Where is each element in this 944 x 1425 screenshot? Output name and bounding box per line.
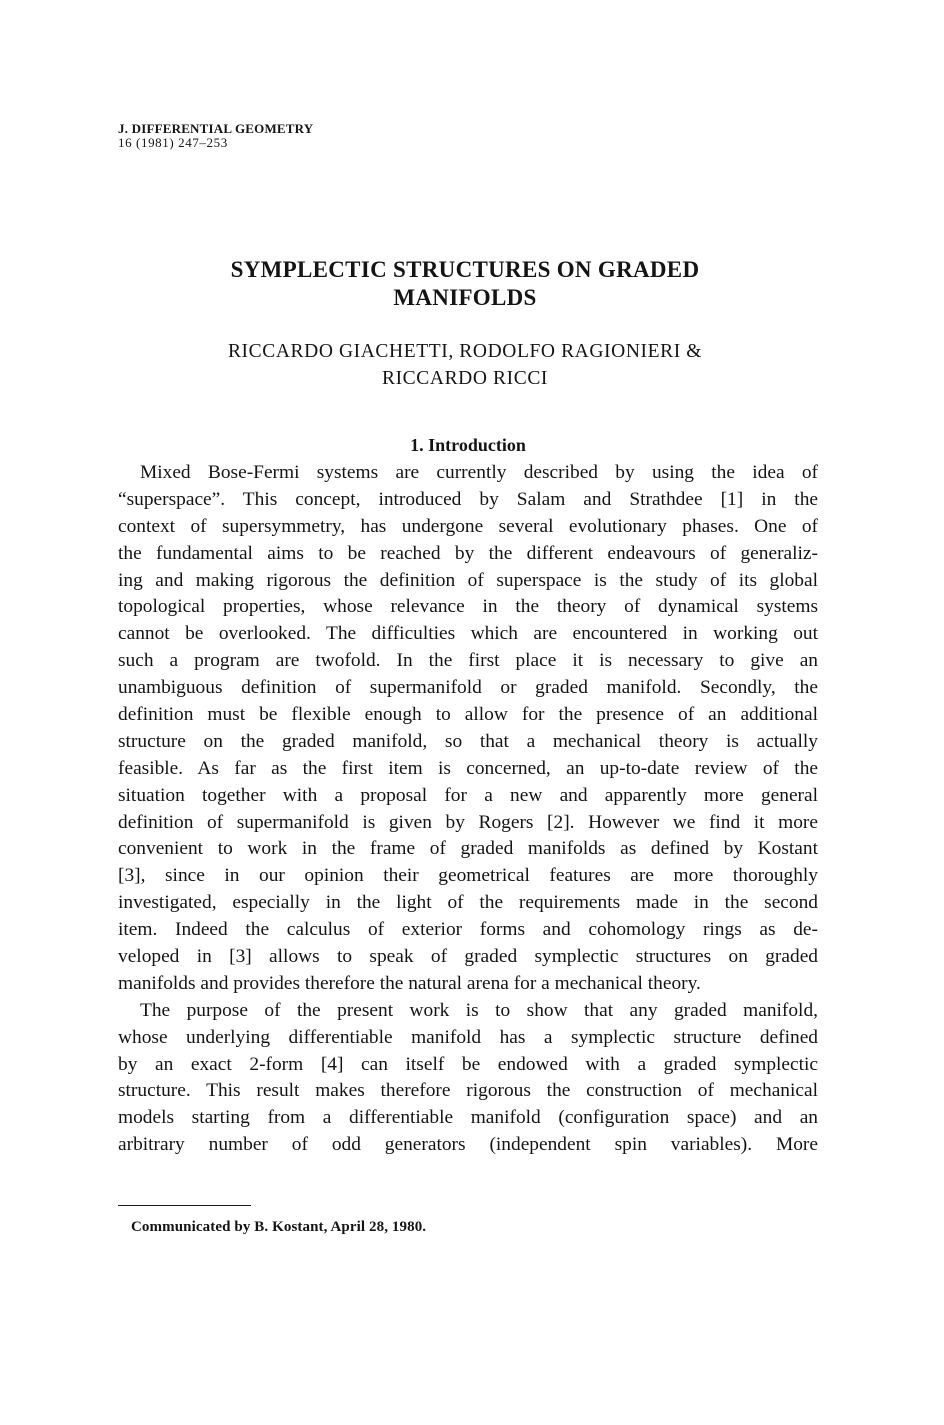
body-line: definition must be flexible enough to allow for the presence of an additional	[118, 704, 818, 726]
body-line: whose underlying differentiable manifold has a symplectic structure defined	[118, 1026, 818, 1048]
author-line-1: RICCARDO GIACHETTI, RODOLFO RAGIONIERI &	[227, 341, 703, 362]
body-line: definition of supermanifold is given by Rogers [2]. However we find it more	[118, 811, 818, 833]
paper-title-line-2: MANIFOLDS	[393, 285, 537, 310]
body-line: context of supersymmetry, has undergone several evolutionary phases. One of	[118, 515, 818, 537]
paper-title-line-1: SYMPLECTIC STRUCTURES ON GRADED	[230, 257, 700, 282]
body-line: the fundamental aims to be reached by the different endeavours of generaliz-	[118, 542, 818, 564]
body-line: topological properties, whose relevance in the theory of dynamical systems	[118, 596, 818, 618]
body-line: [3], since in our opinion their geometrical features are more thoroughly	[118, 865, 818, 887]
body-line: structure on the graded manifold, so that a mechanical theory is actually	[118, 730, 818, 752]
body-line: “superspace”. This concept, introduced by Salam and Strathdee [1] in the	[118, 488, 818, 510]
journal-header	[118, 122, 313, 150]
body-line: feasible. As far as the first item is concerned, an up-to-date review of the	[118, 757, 818, 779]
body-line: Mixed Bose-Fermi systems are currently described by using the idea of	[140, 462, 818, 483]
paper-title	[150, 256, 780, 312]
body-line: cannot be overlooked. The difficulties which are encountered in working out	[118, 623, 818, 645]
body-line: convenient to work in the frame of graded manifolds as defined by Kostant	[118, 838, 818, 860]
body-line: structure. This result makes therefore rigorous the construction of mechanical	[118, 1080, 818, 1102]
section-heading: 1. Introduction	[410, 435, 526, 455]
body-line: veloped in [3] allows to speak of graded symplectic structures on graded	[118, 946, 818, 968]
body-line: by an exact 2-form [4] can itself be endowed with a graded symplectic	[118, 1053, 818, 1075]
body-line: unambiguous definition of supermanifold or graded manifold. Secondly, the	[118, 677, 818, 699]
footnote-rule	[118, 1205, 251, 1206]
journal-name: J. DIFFERENTIAL GEOMETRY	[118, 121, 314, 136]
body-line: item. Indeed the calculus of exterior forms and cohomology rings as de-	[118, 919, 818, 941]
author-line-2: RICCARDO RICCI	[381, 368, 549, 389]
body-line: models starting from a differentiable manifold (configuration space) and an	[118, 1107, 818, 1129]
author-list	[150, 338, 780, 392]
body-text	[118, 460, 818, 1159]
body-line: manifolds and provides therefore the natural arena for a mechanical theory.	[118, 972, 701, 994]
footnote: Communicated by B. Kostant, April 28, 1980.	[131, 1219, 427, 1235]
body-line: situation together with a proposal for a new and apparently more general	[118, 784, 818, 806]
body-line: arbitrary number of odd generators (independent spin variables). More	[118, 1134, 818, 1156]
body-line: investigated, especially in the light of the requirements made in the second	[118, 892, 818, 914]
body-line: such a program are twofold. In the first place it is necessary to give an	[118, 650, 818, 672]
body-line: ing and making rigorous the definition of superspace is the study of its global	[118, 569, 818, 591]
body-line: The purpose of the present work is to show that any graded manifold,	[140, 999, 818, 1021]
journal-volume: 16 (1981) 247–253	[118, 135, 228, 150]
